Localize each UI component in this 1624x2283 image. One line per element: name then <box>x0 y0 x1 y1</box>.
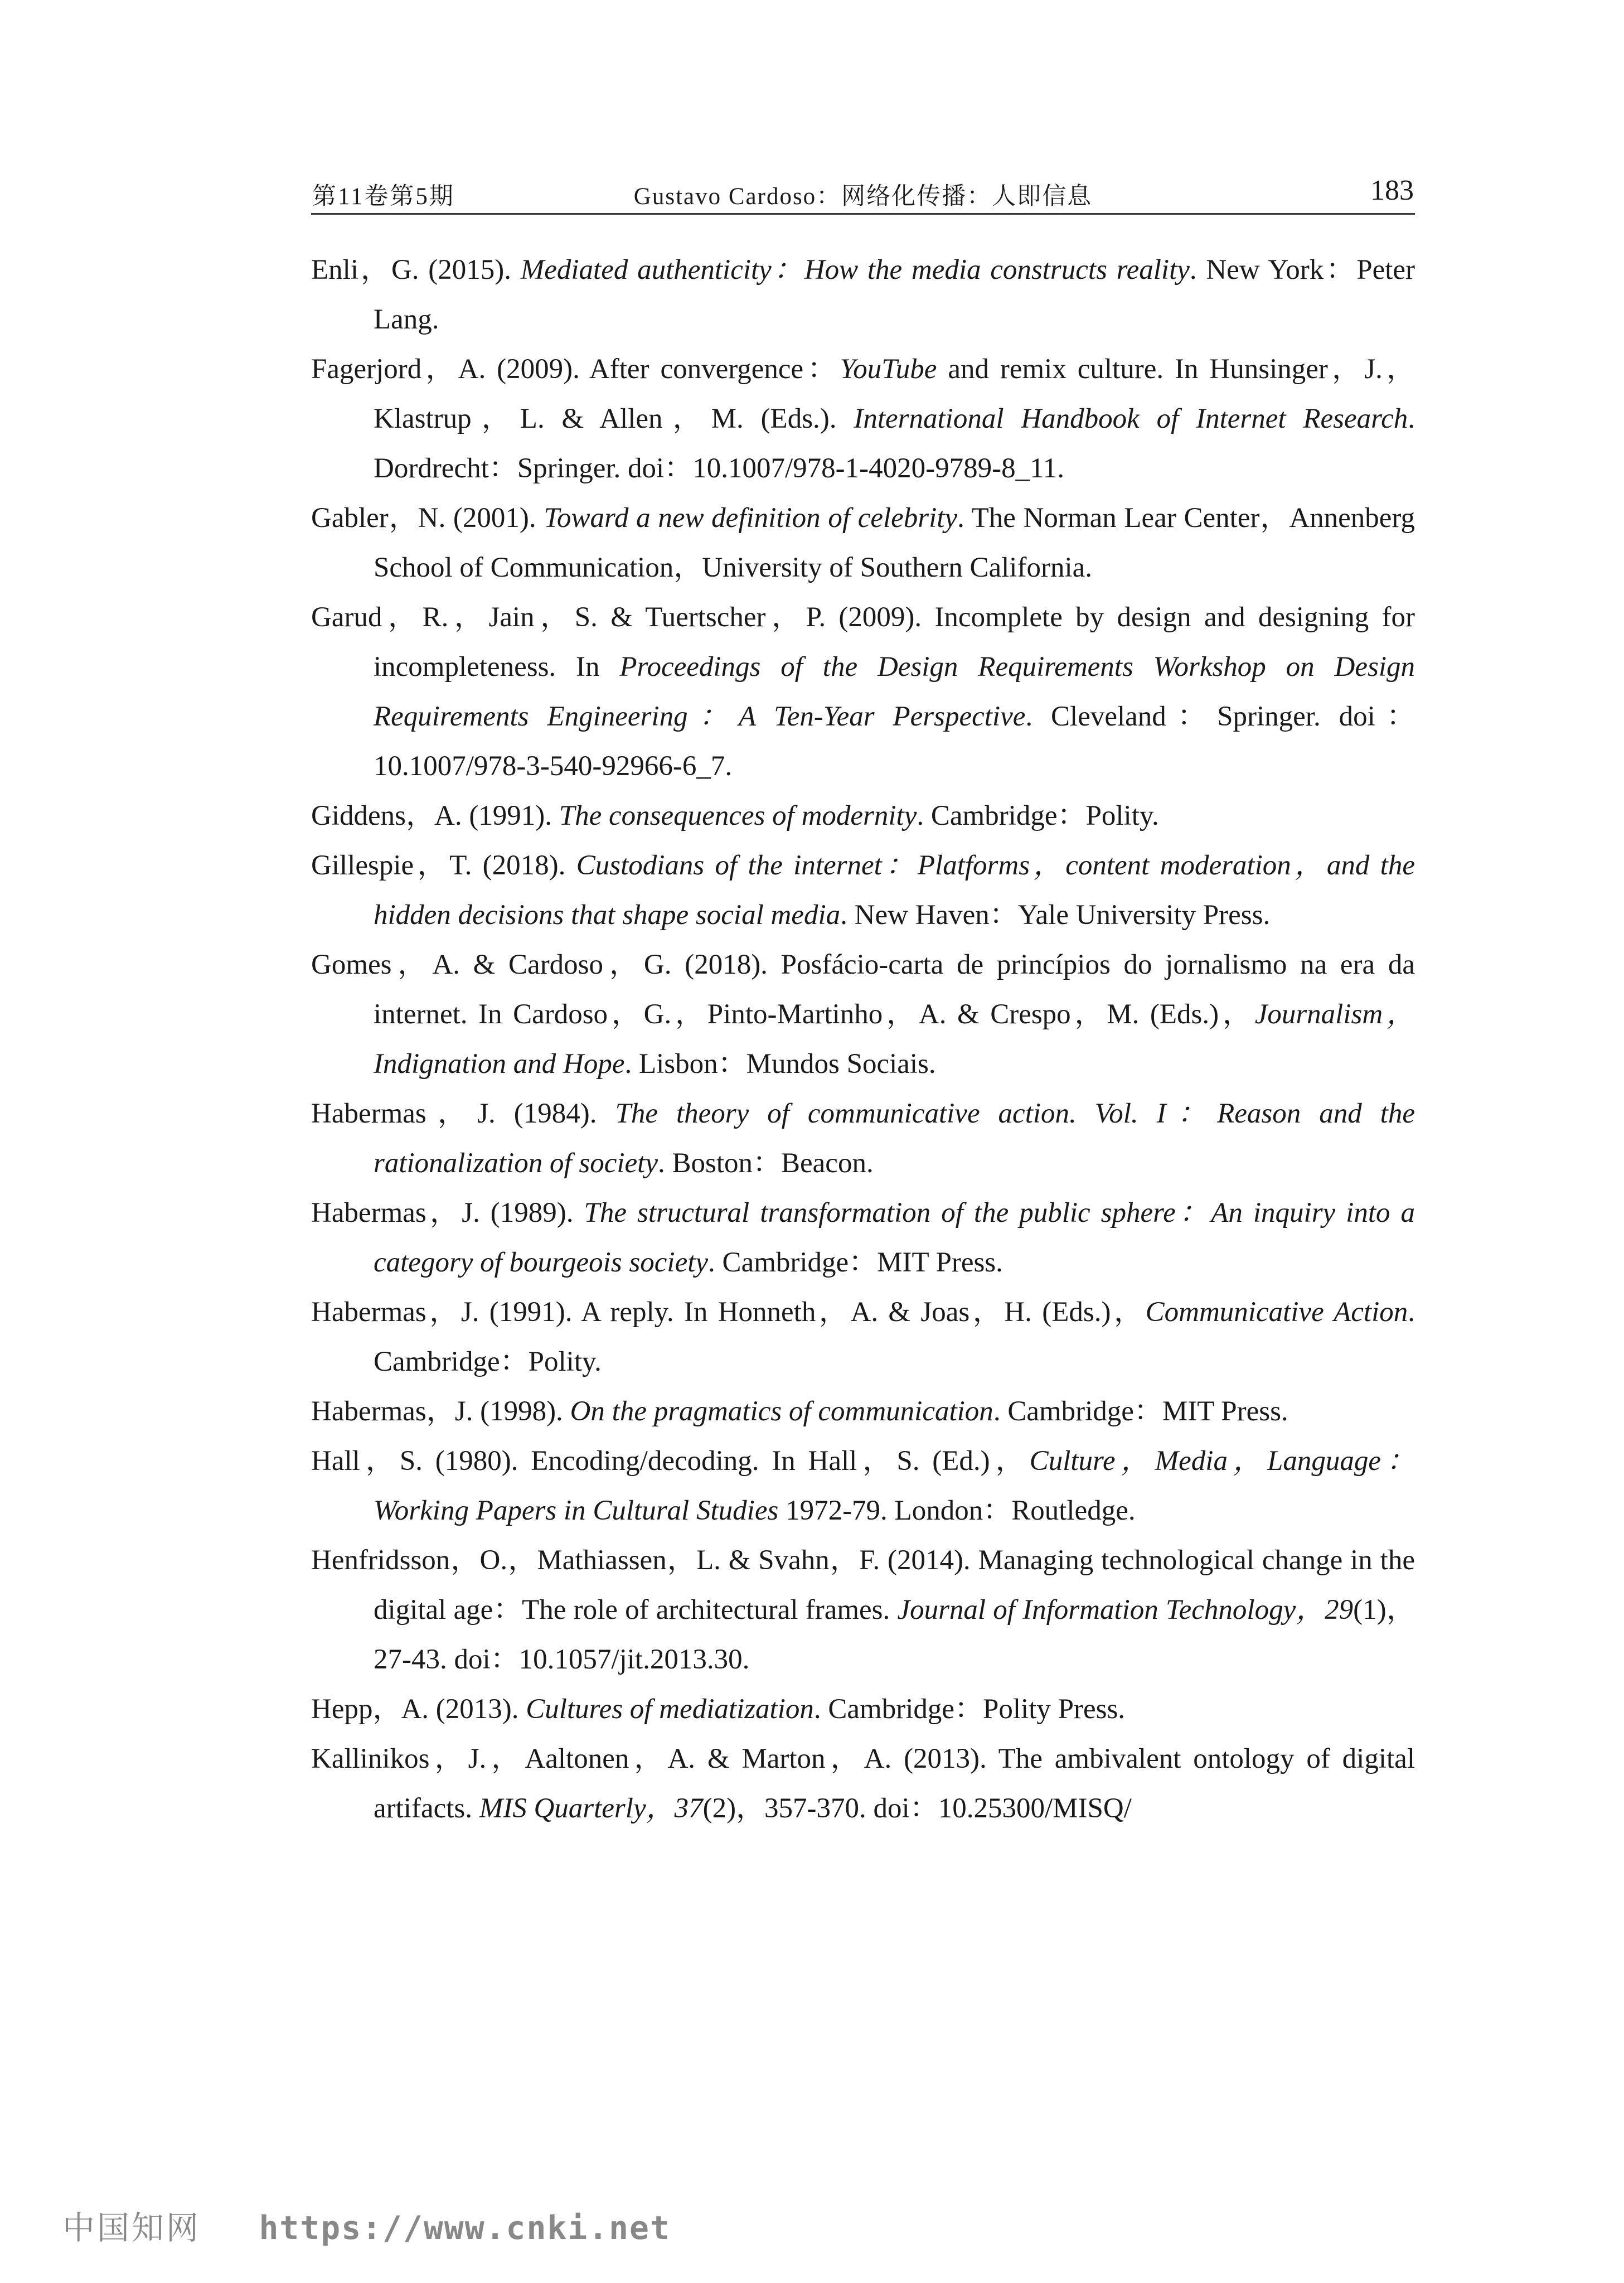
reference-entry: Enli，G. (2015). Mediated authenticity：How the media constructs reality. New York：Peter Lang. <box>311 254 1415 335</box>
brand-watermark: 中国知网 <box>62 2209 201 2247</box>
reference-list <box>311 245 1415 1834</box>
reference-entry: Henfridsson，O.，Mathiassen，L. & Svahn，F. (2014). Managing technological change in the digital age：The role of architectural frames. Journal of Information Technology，29(1)，27-43. doi：10.1057/jit.2013.30. <box>311 1545 1415 1675</box>
watermark-footer <box>62 2202 671 2247</box>
page-number: 183 <box>1370 175 1414 206</box>
running-title: Gustavo Cardoso：网络化传播：人即信息 <box>633 183 1093 210</box>
reference-entry: Habermas，J. (1989). The structural transformation of the public sphere：An inquiry into a category of bourgeois society. Cambridge：MIT Press. <box>311 1197 1415 1278</box>
reference-entry: Habermas，J. (1991). A reply. In Honneth，A. & Joas，H. (Eds.)，Communicative Action. Cambridge：Polity. <box>311 1297 1415 1377</box>
watermark-url: https://www.cnki.net <box>259 2209 671 2247</box>
journal-issue: 第11卷第5期 <box>312 183 455 210</box>
reference-entry: Giddens，A. (1991). The consequences of modernity. Cambridge：Polity. <box>311 800 1159 831</box>
reference-entry: Garud，R.，Jain，S. & Tuertscher，P. (2009). Incomplete by design and designing for incompleteness. In Proceedings of the Design Requirements Workshop on Design Requirements Engineering：A Ten-Year Perspective. Cleveland：Springer. doi：10.1007/978-3-540-92966-6_7. <box>311 602 1415 782</box>
reference-entry: Habermas，J. (1984). The theory of communicative action. Vol. I：Reason and the rationalization of society. Boston：Beacon. <box>311 1098 1415 1179</box>
reference-entry: Hall，S. (1980). Encoding/decoding. In Hall，S. (Ed.)，Culture，Media，Language：Working Papers in Cultural Studies 1972-79. London：Routledge. <box>311 1445 1415 1526</box>
reference-entry: Fagerjord，A. (2009). After convergence：YouTube and remix culture. In Hunsinger，J.，Klastrup，L. & Allen，M. (Eds.). International Handbook of Internet Research. Dordrecht：Springer. doi：10.1007/978-1-4020-9789-8_11. <box>311 354 1415 484</box>
reference-entry: Hepp，A. (2013). Cultures of mediatization. Cambridge：Polity Press. <box>311 1694 1126 1725</box>
reference-entry: Habermas，J. (1998). On the pragmatics of communication. Cambridge：MIT Press. <box>311 1396 1288 1427</box>
reference-entry: Gomes，A. & Cardoso，G. (2018). Posfácio-carta de princípios do jornalismo na era da internet. In Cardoso，G.，Pinto-Martinho，A. & Crespo，M. (Eds.)，Journalism，Indignation and Hope. Lisbon：Mundos Sociais. <box>311 949 1415 1080</box>
reference-entry: Kallinikos，J.，Aaltonen，A. & Marton，A. (2013). The ambivalent ontology of digital artifacts. MIS Quarterly，37(2)，357-370. doi：10.25300/MISQ/ <box>311 1743 1415 1824</box>
reference-entry: Gillespie，T. (2018). Custodians of the internet：Platforms，content moderation，and the hidden decisions that shape social media. New Haven：Yale University Press. <box>311 850 1415 931</box>
reference-entry: Gabler，N. (2001). Toward a new definition of celebrity. The Norman Lear Center，Annenberg School of Communication，University of Southern California. <box>311 502 1415 583</box>
running-header <box>311 167 1415 215</box>
